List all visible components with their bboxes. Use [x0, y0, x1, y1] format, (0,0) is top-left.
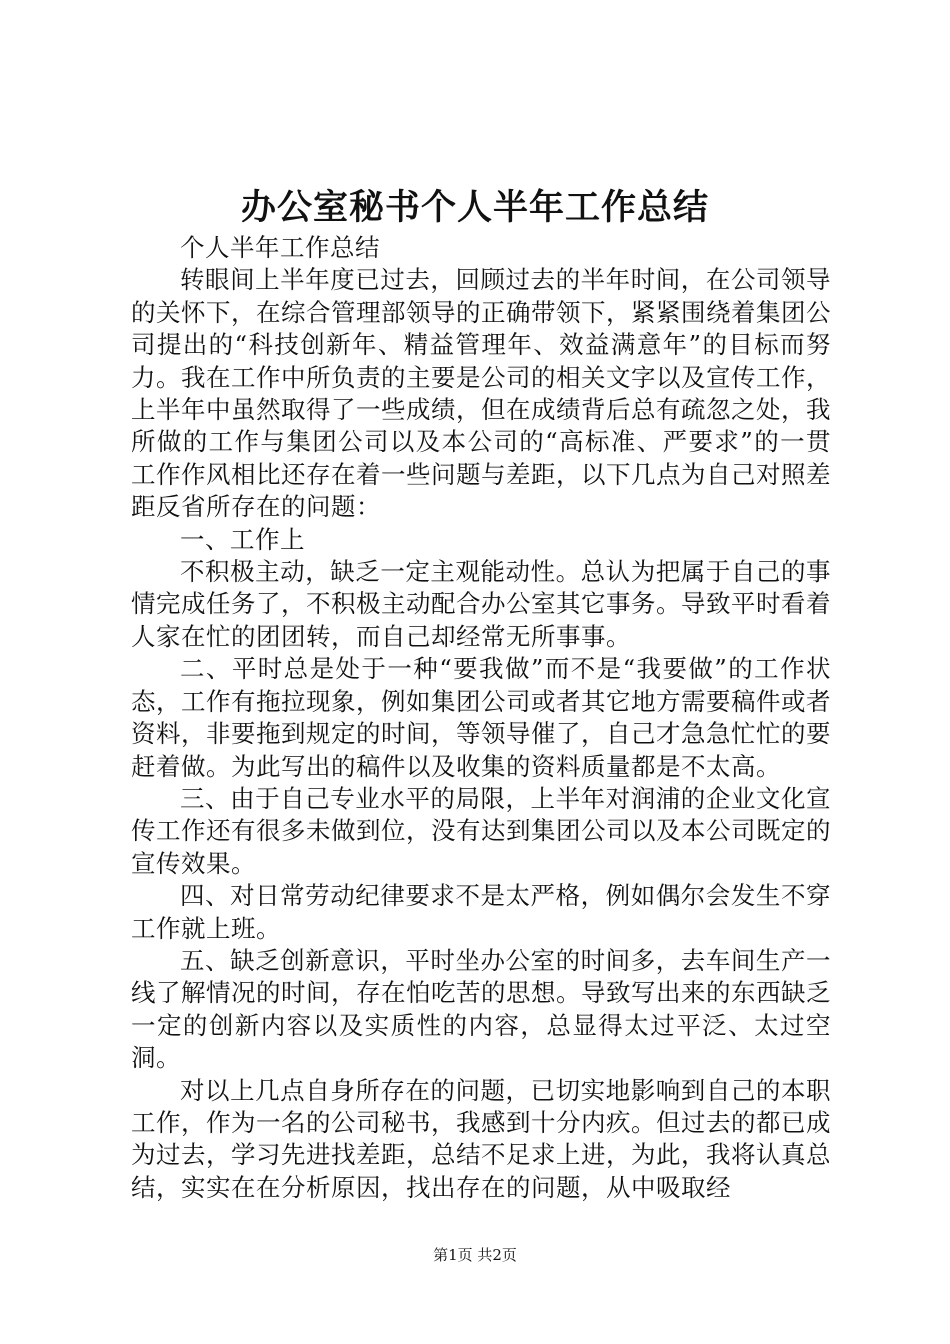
page-number-footer: 第1页 共2页 — [433, 1246, 517, 1264]
paragraph-section-2: 二、平时总是处于一种“要我做”而不是“我要做”的工作状态，工作有拖拉现象，例如集团公司或者其它地方需要稿件或者资料，非要拖到规定的时间，等领导催了，自己才急急忙忙的要赶着做。为此写出的稿件以及收集的资料质量都是不太高。 — [131, 654, 831, 781]
paragraph-section-1-heading: 一、工作上 — [180, 524, 305, 554]
paragraph-intro: 转眼间上半年度已过去，回顾过去的半年时间，在公司领导的关怀下，在综合管理部领导的正确带领下，紧紧围绕着集团公司提出的“科技创新年、精益管理年、效益满意年”的目标而努力。我在工作中所负责的主要是公司的相关文字以及宣传工作，上半年中虽然取得了一些成绩，但在成绩背后总有疏忽之处，我所做的工作与集团公司以及本公司的“高标准、严要求”的一贯工作作风相比还存在着一些问题与差距，以下几点为自己对照差距反省所存在的问题： — [131, 265, 831, 522]
document-title: 办公室秘书个人半年工作总结 — [240, 187, 709, 228]
paragraph-section-5: 五、缺乏创新意识，平时坐办公室的时间多，去车间生产一线了解情况的时间，存在怕吃苦的思想。导致写出来的东西缺乏一定的创新内容以及实质性的内容，总显得太过平泛、太过空洞。 — [131, 945, 831, 1073]
paragraph-section-3: 三、由于自己专业水平的局限，上半年对润浦的企业文化宣传工作还有很多未做到位，没有达到集团公司以及本公司既定的宣传效果。 — [131, 783, 831, 878]
paragraph-section-1-body: 不积极主动，缺乏一定主观能动性。总认为把属于自己的事情完成任务了，不积极主动配合办公室其它事务。导致平时看着人家在忙的团团转，而自己却经常无所事事。 — [131, 557, 831, 651]
paragraph-section-4: 四、对日常劳动纪律要求不是太严格，例如偶尔会发生不穿工作就上班。 — [131, 881, 831, 943]
document-body — [131, 232, 831, 1204]
paragraph-conclusion: 对以上几点自身所存在的问题，已切实地影响到自己的本职工作，作为一名的公司秘书，我感到十分内疚。但过去的都已成为过去，学习先进找差距，总结不足求上进，为此，我将认真总结，实实在在分析原因，找出存在的问题，从中吸取经 — [131, 1075, 831, 1202]
paragraph-subtitle: 个人半年工作总结 — [180, 233, 380, 262]
